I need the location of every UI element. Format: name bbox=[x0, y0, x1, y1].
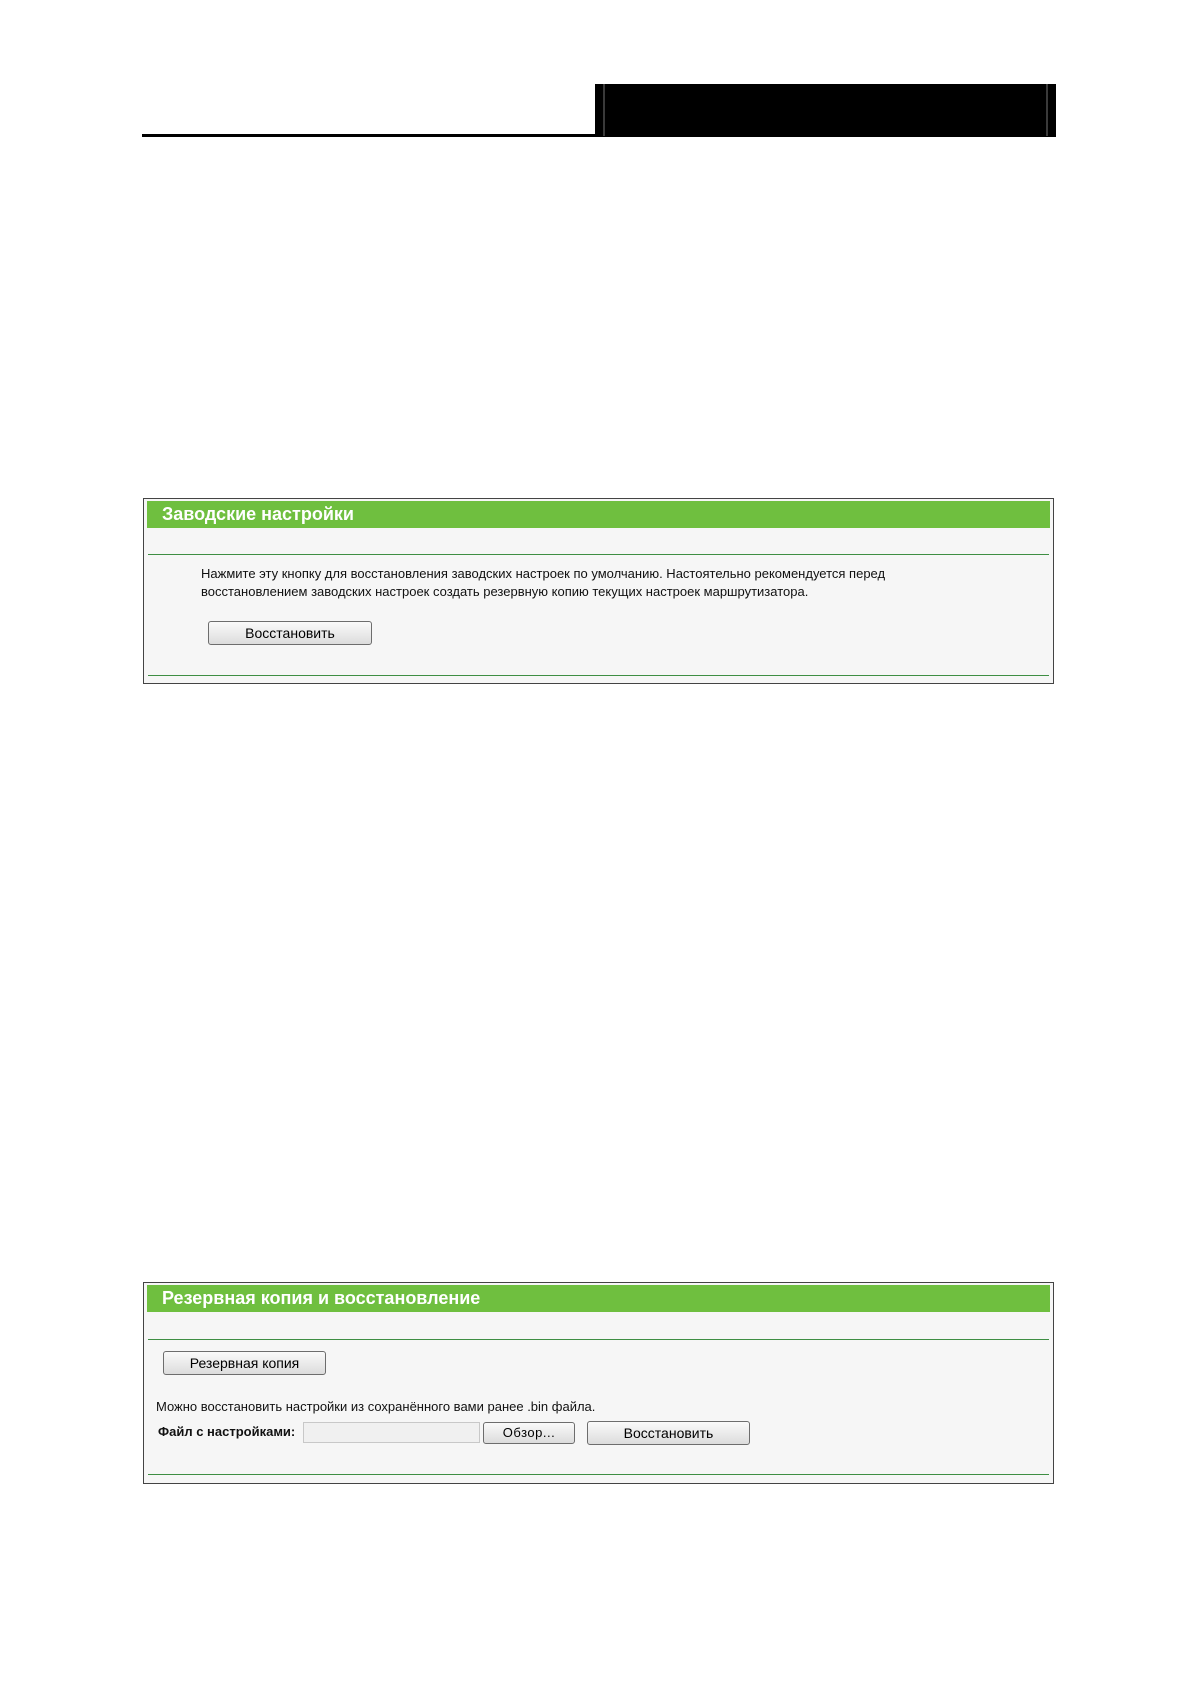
panel-divider-bottom bbox=[148, 675, 1049, 676]
panel-divider-top bbox=[148, 1339, 1049, 1340]
header-inner-line-left bbox=[603, 84, 605, 136]
factory-defaults-panel bbox=[143, 498, 1054, 684]
browse-button[interactable]: Обзор... bbox=[483, 1422, 575, 1444]
settings-file-label: Файл с настройками: bbox=[158, 1424, 296, 1439]
header-inner-line-right bbox=[1046, 84, 1048, 136]
settings-file-input[interactable] bbox=[303, 1422, 480, 1443]
backup-restore-panel bbox=[143, 1282, 1054, 1484]
factory-description-line2: восстановлением заводских настроек создать резервную копию текущих настроек маршрутизатора. bbox=[201, 584, 809, 599]
panel-title: Заводские настройки bbox=[147, 501, 1050, 528]
backup-button[interactable]: Резервная копия bbox=[163, 1351, 326, 1375]
panel-divider-bottom bbox=[148, 1474, 1049, 1475]
factory-restore-button[interactable]: Восстановить bbox=[208, 621, 372, 645]
header-black-block bbox=[595, 84, 1056, 136]
backup-restore-button[interactable]: Восстановить bbox=[587, 1421, 750, 1445]
factory-description-line1: Нажмите эту кнопку для восстановления заводских настроек по умолчанию. Настоятельно рекомендуется перед bbox=[201, 566, 886, 581]
panel-divider-top bbox=[148, 554, 1049, 555]
panel-title: Резервная копия и восстановление bbox=[147, 1285, 1050, 1312]
restore-hint-text: Можно восстановить настройки из сохранённого вами ранее .bin файла. bbox=[156, 1399, 596, 1414]
